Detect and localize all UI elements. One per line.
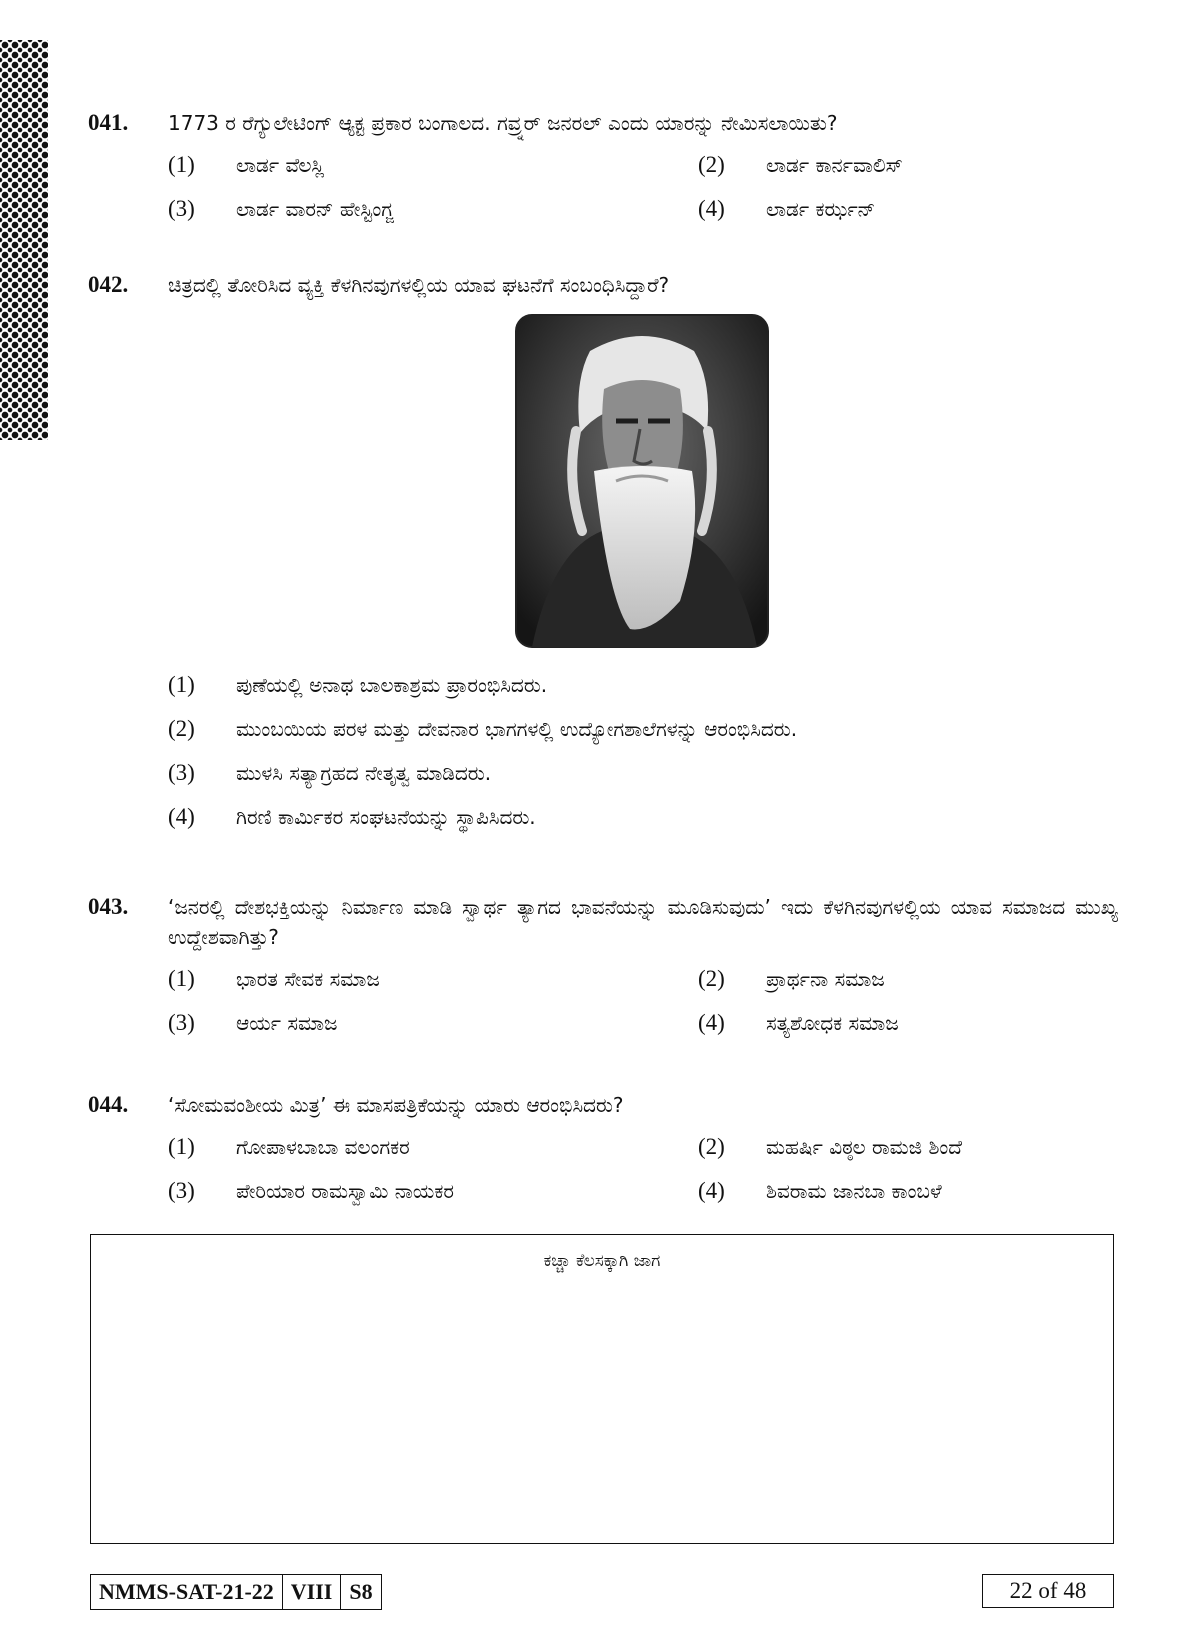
option-number: (4) [698,1178,725,1203]
option-text: ಲಾರ್ಡ ಕಾರ್ನವಾಲಿಸ್ [766,153,903,177]
option-number: (4) [698,1010,725,1035]
option-number: (4) [698,196,725,221]
option-text: ಪುಣೆಯಲ್ಲಿ ಅನಾಥ ಬಾಲಕಾಶ್ರಮ ಪ್ರಾರಂಭಿಸಿದರು. [236,673,548,697]
question-text: ‘ಜನರಲ್ಲಿ ದೇಶಭಕ್ತಿಯನ್ನು ನಿರ್ಮಾಣ ಮಾಡಿ ಸ್ವಾರ್ಥ ತ್ಯಾಗದ ಭಾವನೆಯನ್ನು ಮೂಡಿಸುವುದು’ ಇದು ಕೆಳಗಿನವುಗಳಲ್ಲಿಯ ಯಾವ ಸಮಾಜದ ಮುಖ್ಯ ಉದ್ದೇಶವಾಗಿತ್ತು? [168,895,1118,949]
option-number: (3) [168,1178,195,1203]
option-number: (2) [698,966,725,991]
option-number: (1) [168,152,195,177]
option-number: (3) [168,1010,195,1035]
exam-code: NMMS-SAT-21-22 [99,1579,274,1604]
question-number: 043. [88,894,129,919]
option-4 [698,194,1118,224]
option-3 [168,758,1118,788]
option-text: ಲಾರ್ಡ ಕರ್ಝನ್ [766,197,876,221]
option-1 [168,1132,698,1162]
side-decorative-pattern [0,40,48,440]
option-text: ಸತ್ಯಶೋಧಕ ಸಮಾಜ [766,1011,899,1035]
option-text: ಮಹರ್ಷಿ ವಿಠ್ಠಲ ರಾಮಜಿ ಶಿಂದೆ [766,1135,962,1159]
option-3 [168,194,698,224]
question-043 [88,892,1118,1038]
rough-work-label: ಕಚ್ಚಾ ಕೆಲಸಕ್ಕಾಗಿ ಜಾಗ [543,1251,661,1271]
option-text: ಭಾರತ ಸೇವಕ ಸಮಾಜ [236,967,380,991]
question-text: ‘ಸೋಮವಂಶೀಯ ಮಿತ್ರ’ ಈ ಮಾಸಪತ್ರಿಕೆಯನ್ನು ಯಾರು ಆರಂಭಿಸಿದರು? [168,1093,624,1117]
options-list [168,670,1118,832]
option-1 [168,150,698,180]
options-list [168,964,1118,1038]
option-4 [698,1008,1118,1038]
option-number: (4) [168,804,195,829]
question-text: 1773 ರ ರೆಗ್ಯುಲೇಟಿಂಗ್ ಆ್ಯಕ್ಟ ಪ್ರಕಾರ ಬಂಗಾಲದ. ಗವ್ರ್ನರ್ ಜನರಲ್ ಎಂದು ಯಾರನ್ನು ನೇಮಿಸಲಾಯಿತು? [168,111,838,135]
option-number: (2) [168,716,195,741]
option-text: ಪ್ರಾರ್ಥನಾ ಸಮಾಜ [766,967,885,991]
footer-exam-code [90,1574,382,1610]
option-number: (1) [168,1134,195,1159]
rough-work-box [90,1234,1114,1544]
option-number: (1) [168,672,195,697]
options-list [168,150,1118,224]
page-number: 22 of 48 [982,1574,1114,1608]
option-number: (1) [168,966,195,991]
question-044 [88,1090,1118,1206]
option-text: ಗೋಪಾಳಬಾಬಾ ವಲಂಗಕರ [236,1135,410,1159]
question-number: 044. [88,1092,129,1117]
question-042 [88,270,1118,300]
option-1 [168,964,698,994]
option-text: ಆರ್ಯ ಸಮಾಜ [236,1011,338,1035]
option-3 [168,1008,698,1038]
exam-class: VIII [282,1575,341,1609]
option-number: (3) [168,196,195,221]
option-text: ಮುಳಸಿ ಸತ್ಯಾಗ್ರಹದ ನೇತೃತ್ವ ಮಾಡಿದರು. [236,761,492,785]
option-2 [168,714,1118,744]
option-number: (2) [698,152,725,177]
option-4 [698,1176,1118,1206]
exam-set: S8 [340,1575,380,1609]
option-3 [168,1176,698,1206]
question-number: 041. [88,110,129,135]
option-4 [168,802,1118,832]
option-2 [698,1132,1118,1162]
question-text: ಚಿತ್ರದಲ್ಲಿ ತೋರಿಸಿದ ವ್ಯಕ್ತಿ ಕೆಳಗಿನವುಗಳಲ್ಲಿಯ ಯಾವ ಘಟನೆಗೆ ಸಂಬಂಧಿಸಿದ್ದಾರೆ? [168,273,670,297]
option-text: ಪೇರಿಯಾರ ರಾಮಸ್ವಾಮಿ ನಾಯಕರ [236,1179,454,1203]
option-2 [698,150,1118,180]
option-text: ಲಾರ್ಡ ವಾರನ್ ಹೇಸ್ಟಿಂಗ್ಜ [236,197,394,221]
option-text: ಮುಂಬಯಿಯ ಪರಳ ಮತ್ತು ದೇವನಾರ ಭಾಗಗಳಲ್ಲಿ ಉದ್ಯೋಗಶಾಲೆಗಳನ್ನು ಆರಂಭಿಸಿದರು. [236,717,798,741]
option-2 [698,964,1118,994]
portrait-image [512,311,772,651]
option-text: ಶಿವರಾಮ ಜಾನಬಾ ಕಾಂಬಳೆ [766,1179,942,1203]
options-list [168,1132,1118,1206]
question-042-options [88,670,1118,832]
question-number: 042. [88,272,129,297]
option-number: (2) [698,1134,725,1159]
question-041 [88,108,1118,224]
option-1 [168,670,1118,700]
option-number: (3) [168,760,195,785]
option-text: ಗಿರಣಿ ಕಾರ್ಮಿಕರ ಸಂಘಟನೆಯನ್ನು ಸ್ಥಾಪಿಸಿದರು. [236,805,536,829]
option-text: ಲಾರ್ಡ ವೆಲಸ್ಲಿ [236,153,325,177]
